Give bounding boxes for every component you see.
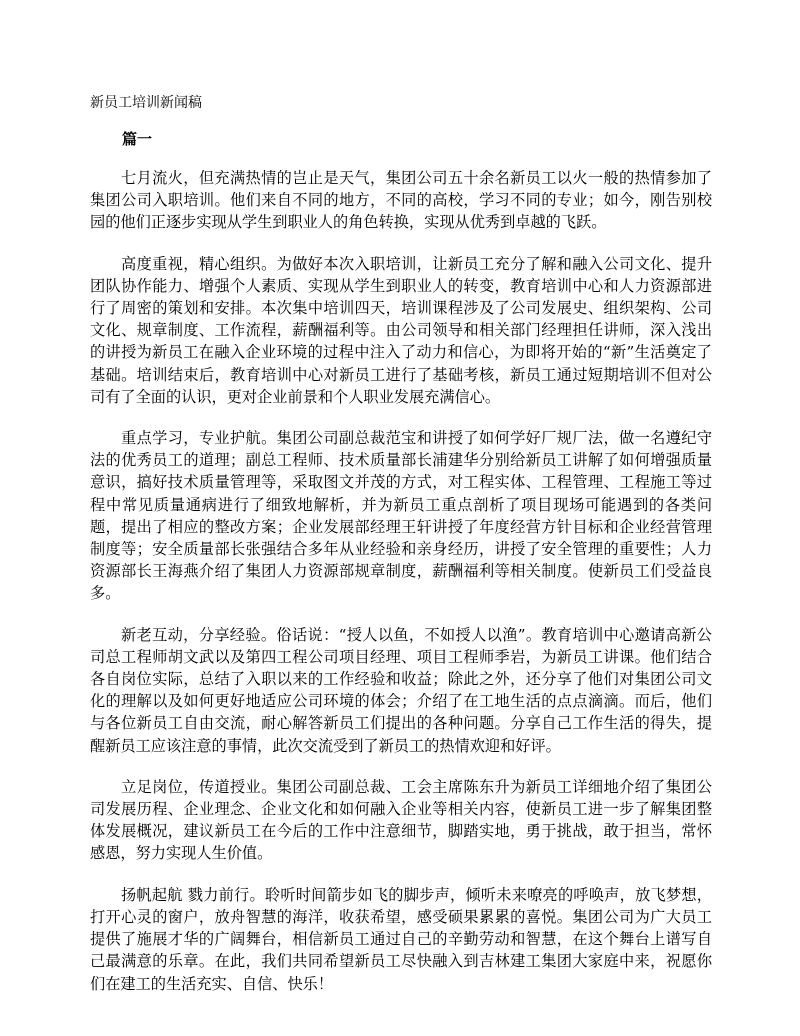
- document-page: [90, 92, 712, 1014]
- paragraph-interaction: 新老互动，分享经验。俗话说：“授人以鱼，不如授人以渔”。教育培训中心邀请高新公司总工程师胡文武以及第四工程公司项目经理、项目工程师季岩，为新员工讲课。他们结合各自岗位实际，总结了入职以来的工作经验和收益；除此之外，还分享了他们对集团公司文化的理解以及如何更好地适应公司环境的体会；介绍了在工地生活的点点滴滴。而后，他们与各位新员工自由交流，耐心解答新员工们提出的各种问题。分享自己工作生活的得失，提醒新员工应该注意的事情，此次交流受到了新员工的热情欢迎和好评。: [90, 625, 712, 755]
- paragraph-intro: 七月流火，但充满热情的岂止是天气，集团公司五十余名新员工以火一般的热情参加了集团公司入职培训。他们来自不同的地方，不同的高校，学习不同的专业；如今，刚告别校园的他们正逐步实现从学生到职业人的角色转换，实现从优秀到卓越的飞跃。: [90, 169, 712, 232]
- paragraph-closing: 扬帆起航 戮力前行。聆听时间箭步如飞的脚步声，倾听未来嘹亮的呼唤声，放飞梦想，打开心灵的窗户，放舟智慧的海洋，收获希望，感受硕果累累的喜悦。集团公司为广大员工提供了施展才华的广阔舞台，相信新员工通过自己的辛勤劳动和智慧，在这个舞台上谱写自己最满意的乐章。在此，我们共同希望新员工尽快融入到吉林建工集团大家庭中来，祝愿你们在建工的生活充实、自信、快乐！: [90, 885, 712, 993]
- paragraph-key-learning: 重点学习，专业护航。集团公司副总裁范宝和讲授了如何学好厂规厂法，做一名遵纪守法的优秀员工的道理；副总工程师、技术质量部长浦建华分别给新员工讲解了如何增强质量意识，搞好技术质量管理等，采取图文并茂的方式，对工程实体、工程管理、工程施工等过程中常见质量通病进行了细致地解析，并为新员工重点剖析了项目现场可能遇到的各类问题，提出了相应的整改方案；企业发展部经理王轩讲授了年度经营方针目标和企业经营管理制度等；安全质量部长张强结合多年从业经验和亲身经历，讲授了安全管理的重要性；人力资源部长王海燕介绍了集团人力资源部规章制度，薪酬福利等相关制度。使新员工们受益良多。: [90, 429, 712, 603]
- section-heading: 篇一: [122, 130, 153, 148]
- paragraph-position: 立足岗位，传道授业。集团公司副总裁、工会主席陈东升为新员工详细地介绍了集团公司发展历程、企业理念、企业文化和如何融入企业等相关内容，使新员工进一步了解集团整体发展概况，建议新员工在今后的工作中注意细节，脚踏实地，勇于挑战，敢于担当，常怀感恩，努力实现人生价值。: [90, 777, 712, 863]
- document-title: 新员工培训新闻稿: [90, 95, 202, 111]
- paragraph-organization: 高度重视，精心组织。为做好本次入职培训，让新员工充分了解和融入公司文化、提升团队协作能力、增强个人素质、实现从学生到职业人的转变，教育培训中心和人力资源部进行了周密的策划和安排。本次集中培训四天，培训课程涉及了公司发展史、组织架构、公司文化、规章制度、工作流程，薪酬福利等。由公司领导和相关部门经理担任讲师，深入浅出的讲授为新员工在融入企业环境的过程中注入了动力和信心，为即将开始的“新”生活奠定了基础。培训结束后，教育培训中心对新员工进行了基础考核，新员工通过短期培训不但对公司有了全面的认识，更对企业前景和个人职业发展充满信心。: [90, 254, 712, 406]
